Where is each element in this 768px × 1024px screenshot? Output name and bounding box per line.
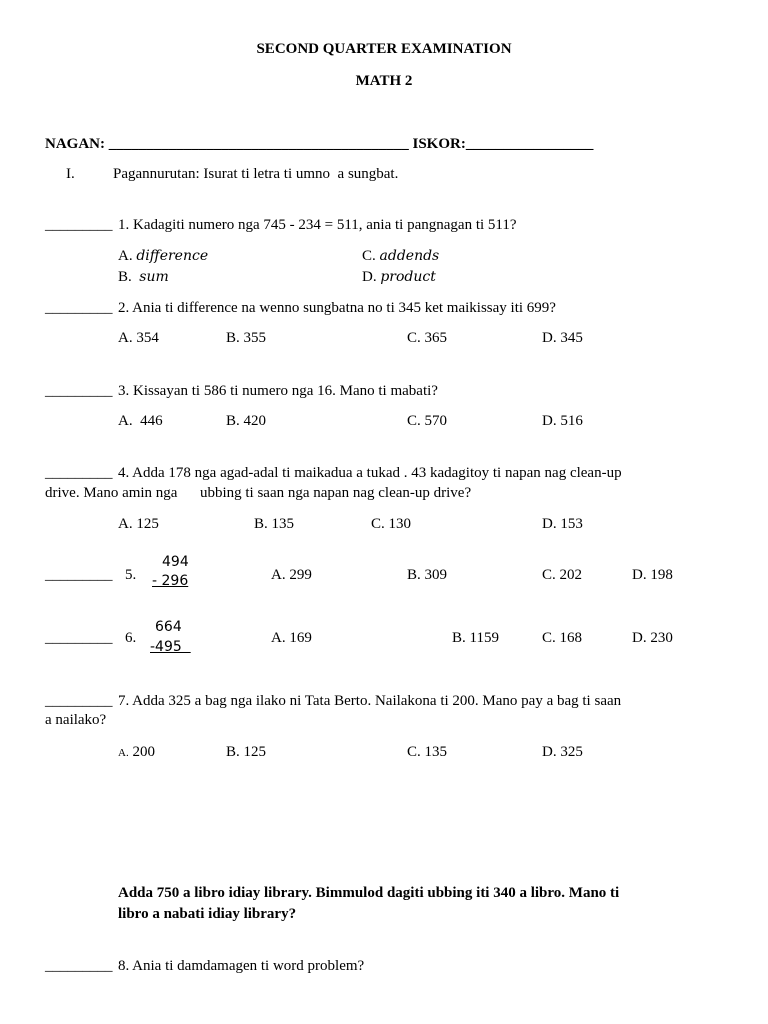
name-score-line[interactable]: NAGAN: ________________________________________ ISKOR:_________________	[45, 136, 594, 152]
question-5-number: 5.	[125, 567, 137, 583]
q3-option-d: D. 516	[542, 413, 583, 429]
q4-option-d: D. 153	[542, 516, 583, 532]
q7-option-c: C. 135	[407, 744, 448, 760]
q5-subtrahend: - 296	[152, 573, 189, 589]
q2-option-a: A. 354	[118, 330, 159, 346]
question-8-text: 8. Ania ti damdamagen ti word problem?	[118, 958, 365, 974]
q7-option-b: B. 125	[226, 744, 267, 760]
answer-blank[interactable]: _________	[45, 465, 113, 481]
q5-option-d: D. 198	[632, 567, 673, 583]
q5-option-b: B. 309	[407, 567, 448, 583]
question-6-number: 6.	[125, 630, 137, 646]
q4-option-b: B. 135	[254, 516, 295, 532]
q6-minuend: 664	[155, 619, 182, 635]
word-problem-line2: libro a nabati idiay library?	[118, 906, 297, 922]
q6-option-c: C. 168	[542, 630, 583, 646]
question-7-line1: 7. Adda 325 a bag nga ilako ni Tata Berto. Nailakona ti 200. Mano pay a bag ti saan	[118, 693, 622, 709]
question-4-line1: 4. Adda 178 nga agad-adal ti maikadua a tukad . 43 kadagitoy ti napan nag clean-up	[118, 465, 622, 481]
q4-option-c: C. 130	[371, 516, 412, 532]
q2-option-c: C. 365	[407, 330, 448, 346]
answer-blank[interactable]: _________	[45, 567, 113, 583]
q1-option-a: A. difference	[118, 248, 209, 264]
exam-title: SECOND QUARTER EXAMINATION	[256, 41, 512, 57]
answer-blank[interactable]: _________	[45, 217, 113, 233]
exam-subject: MATH 2	[355, 73, 413, 89]
q2-option-d: D. 345	[542, 330, 583, 346]
q2-option-b: B. 355	[226, 330, 267, 346]
q6-option-b: B. 1159	[452, 630, 499, 646]
q3-option-c: C. 570	[407, 413, 448, 429]
answer-blank[interactable]: _________	[45, 300, 113, 316]
question-3-text: 3. Kissayan ti 586 ti numero nga 16. Mano ti mabati?	[118, 383, 438, 399]
q6-subtrahend: -495	[150, 639, 191, 655]
question-1-text: 1. Kadagiti numero nga 745 - 234 = 511, ania ti pangnagan ti 511?	[118, 217, 517, 233]
answer-blank[interactable]: _________	[45, 958, 113, 974]
question-2-text: 2. Ania ti difference na wenno sungbatna no ti 345 ket maikissay iti 699?	[118, 300, 556, 316]
section-instruction: Pagannurutan: Isurat ti letra ti umno a sungbat.	[113, 166, 399, 182]
question-7-line2: a nailako?	[45, 712, 107, 728]
q3-option-a: A. 446	[118, 413, 163, 429]
q1-option-b: B. sum	[118, 269, 169, 285]
q6-option-d: D. 230	[632, 630, 673, 646]
section-numeral: I.	[66, 166, 75, 182]
q1-option-c: C. addends	[362, 248, 440, 264]
answer-blank[interactable]: _________	[45, 630, 113, 646]
answer-blank[interactable]: _________	[45, 383, 113, 399]
q5-option-a: A. 299	[271, 567, 312, 583]
q7-option-a: A. 200	[118, 744, 155, 760]
q3-option-b: B. 420	[226, 413, 267, 429]
q4-option-a: A. 125	[118, 516, 159, 532]
q6-option-a: A. 169	[271, 630, 312, 646]
word-problem-line1: Adda 750 a libro idiay library. Bimmulod dagiti ubbing iti 340 a libro. Mano ti	[118, 885, 620, 901]
q1-option-d: D. product	[362, 269, 436, 285]
q5-option-c: C. 202	[542, 567, 583, 583]
q5-minuend: 494	[162, 554, 189, 570]
q7-option-d: D. 325	[542, 744, 583, 760]
answer-blank[interactable]: _________	[45, 693, 113, 709]
question-4-line2: drive. Mano amin nga ubbing ti saan nga napan nag clean-up drive?	[45, 485, 472, 501]
